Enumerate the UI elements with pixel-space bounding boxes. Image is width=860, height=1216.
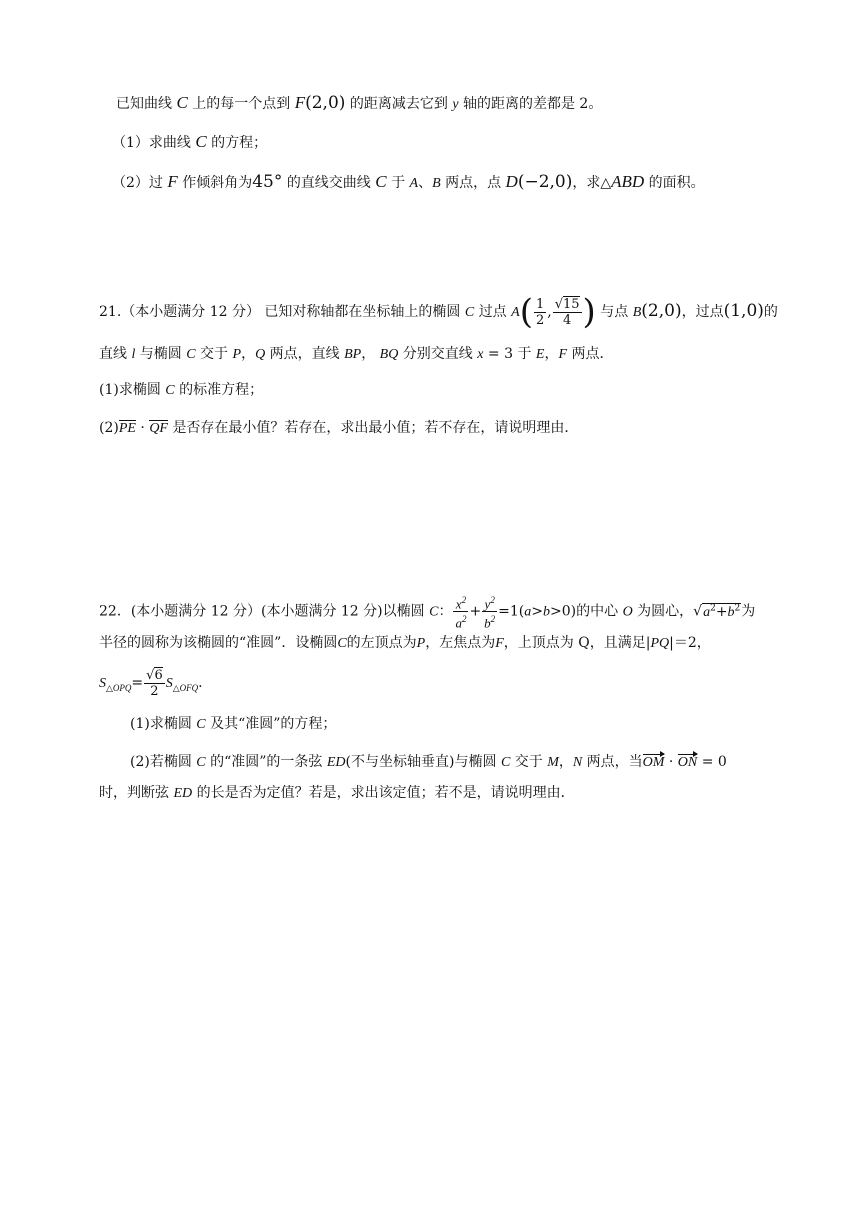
- q21-part2: (2)PE · QF 是否存在最小值？若存在，求出最小值；若不存在，请说明理由．: [99, 418, 578, 439]
- q22-stem-line1: 22．(本小题满分 12 分）(本小题满分 12 分)以椭圆 C： $\frac{x^2}{a^2}$ + $\frac{y^2}{b^2}$ =1(a>b>0)的中心 O 为圆心，$√a^2+b^2$为: [99, 594, 756, 631]
- q20-intro: 已知曲线 C 上的每一个点到 F(2,0) 的距离减去它到 y 轴的距离的差都是 2。: [116, 93, 603, 113]
- q21-stem-line2: 直线 l 与椭圆 C 交于 P，Q 两点，直线 BP， BQ 分别交直线 x = 3 于 E，F 两点．: [99, 346, 614, 362]
- q20-part1: （1）求曲线 C 的方程；: [112, 132, 268, 151]
- q20-part2: （2）过 F 作倾斜角为45° 的直线交曲线 C 于 A、B 两点，点 D(−2,0)，求△ABD 的面积。: [112, 172, 705, 192]
- q22-stem-line2: 半径的圆称为该椭圆的“准圆”．设椭圆C的左顶点为P，左焦点为F，上顶点为 Q，且满足|PQ|＝2，: [99, 635, 711, 651]
- q22-part2-line1: (2)若椭圆 C 的“准圆”的一条弦 ED(不与坐标轴垂直)与椭圆 C 交于 M，N 两点，当OM · ON = 0: [130, 752, 727, 773]
- q22-part2-line2: 时，判断弦 ED 的长是否为定值？若是，求出该定值；若不是，请说明理由．: [99, 785, 575, 801]
- q21-stem-line1: 21.（本小题满分 12 分） 已知对称轴都在坐标轴上的椭圆 C 过点 A( $\frac{1}{2}$ , $\frac{√15}{4}$ ) 与点 B(2,0)，过点(1,0)的: [99, 292, 778, 332]
- q21-part1: (1)求椭圆 C 的标准方程；: [99, 382, 264, 398]
- q22-stem-line3: $S_{\triangle OPQ}=$ $\frac{√6}{2}$ $S_{\triangle OFQ}$.: [99, 667, 203, 699]
- q22-part1: (1)求椭圆 C 及其“准圆”的方程；: [130, 716, 337, 732]
